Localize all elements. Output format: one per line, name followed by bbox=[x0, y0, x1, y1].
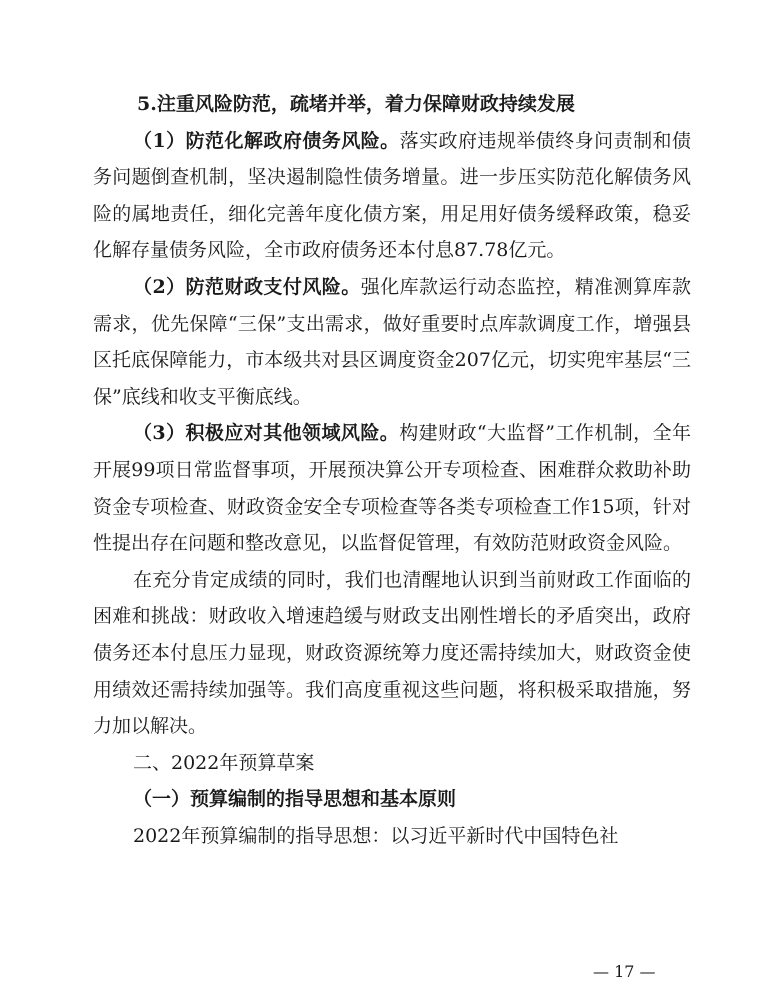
guiding-thought-paragraph: 2022年预算编制的指导思想：以习近平新时代中国特色社 bbox=[133, 824, 619, 847]
subsection-heading: （一）预算编制的指导思想和基本原则 bbox=[133, 788, 457, 811]
paragraph-item-1 bbox=[93, 123, 691, 269]
summary-paragraph: 在充分肯定成绩的同时，我们也清醒地认识到当前财政工作面临的困难和挑战：财政收入增速趋缓与财政支出刚性增长的矛盾突出，政府债务还本付息压力显现，财政资源统筹力度还需持续加大，财政资金使用绩效还需持续加强等。我们高度重视这些问题，将积极采取措施，努力加以解决。 bbox=[93, 568, 691, 738]
page-number: — 17 — bbox=[593, 962, 656, 981]
section-two-heading: 二、2022年预算草案 bbox=[133, 751, 315, 774]
paragraph-item-3 bbox=[93, 415, 691, 561]
section-heading: 5.注重风险防范，疏堵并举，着力保障财政持续发展 bbox=[137, 93, 575, 115]
item-text: 构建财政“大监督”工作机制，全年开展99项日常监督事项，开展预决算公开专项检查、困难群众救助补助资金专项检查、财政资金安全专项检查等各类专项检查工作15项，针对性提出存在问题和整改意见，以监督促管理，有效防范财政资金风险。 bbox=[93, 422, 691, 555]
paragraph-item-2 bbox=[93, 269, 691, 415]
item-text: 强化库款运行动态监控，精准测算库款需求，优先保障“三保”支出需求，做好重要时点库款调度工作，增强县区托底保障能力，市本级共对县区调度资金207亿元，切实兜牢基层“三保”底线和收支平衡底线。 bbox=[93, 275, 691, 408]
item-lead: （1）防范化解政府债务风险。 bbox=[133, 129, 400, 152]
item-lead: （3）积极应对其他领域风险。 bbox=[133, 422, 400, 445]
item-lead: （2）防范财政支付风险。 bbox=[133, 275, 361, 298]
item-text: 落实政府违规举债终身问责制和债务问题倒查机制，坚决遏制隐性债务增量。进一步压实防范化解债务风险的属地责任，细化完善年度化债方案，用足用好债务缓释政策，稳妥化解存量债务风险，全市政府债务还本付息87.78亿元。 bbox=[93, 129, 691, 262]
document-body bbox=[93, 86, 691, 854]
